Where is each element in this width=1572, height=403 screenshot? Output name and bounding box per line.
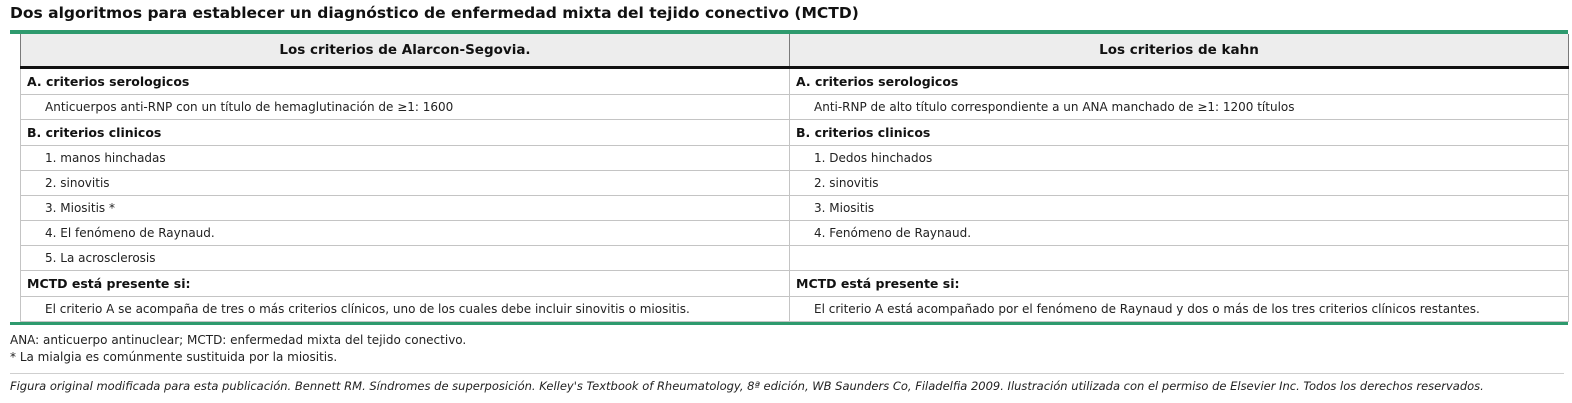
footnote-myalgia: * La mialgia es comúnmente sustituida por la miositis. [10, 350, 338, 364]
table-row [21, 271, 1569, 297]
source-citation: Figura original modificada para esta publicación. Bennett RM. Síndromes de superposición. Kelley's Textbook of Rheumatology, 8ª edición, WB Saunders Co, Filadelfia 2009. Ilustración utilizada con el permiso de Elsevier Inc. Todos los derechos reservados. [10, 379, 1484, 393]
footnote-abbreviations: ANA: anticuerpo antinuclear; MCTD: enfermedad mixta del tejido conectivo. [10, 333, 467, 347]
table-cell [790, 246, 1569, 271]
header-kahn: Los criterios de kahn [790, 34, 1569, 68]
table-cell: 2. sinovitis [21, 171, 790, 196]
table-row [21, 196, 1569, 221]
header-alarcon-segovia: Los criterios de Alarcon-Segovia. [21, 34, 790, 68]
page-title: Dos algoritmos para establecer un diagnóstico de enfermedad mixta del tejido conectivo (MCTD) [10, 4, 859, 22]
table-row [21, 68, 1569, 95]
table-row [21, 171, 1569, 196]
table-cell: 4. El fenómeno de Raynaud. [21, 221, 790, 246]
table-cell: El criterio A está acompañado por el fenómeno de Raynaud y dos o más de los tres criterios clínicos restantes. [790, 297, 1569, 322]
divider [10, 373, 1564, 374]
table-cell: MCTD está presente si: [790, 271, 1569, 297]
table-header-row [21, 34, 1569, 68]
table-row [21, 120, 1569, 146]
table-cell: 3. Miositis [790, 196, 1569, 221]
table-row [21, 221, 1569, 246]
table-cell: 3. Miositis * [21, 196, 790, 221]
table-row [21, 95, 1569, 120]
table-cell: 5. La acrosclerosis [21, 246, 790, 271]
table-cell: Anti-RNP de alto título correspondiente a un ANA manchado de ≥1: 1200 títulos [790, 95, 1569, 120]
table-cell: B. criterios clinicos [790, 120, 1569, 146]
table-row [21, 246, 1569, 271]
table-cell: El criterio A se acompaña de tres o más criterios clínicos, uno de los cuales debe incluir sinovitis o miositis. [21, 297, 790, 322]
footnotes [10, 332, 466, 366]
criteria-table-container [10, 30, 1568, 325]
table-cell: A. criterios serologicos [21, 68, 790, 95]
table-cell: B. criterios clinicos [21, 120, 790, 146]
table-cell: 2. sinovitis [790, 171, 1569, 196]
table-cell: 1. Dedos hinchados [790, 146, 1569, 171]
table-cell: MCTD está presente si: [21, 271, 790, 297]
table-cell: A. criterios serologicos [790, 68, 1569, 95]
table-cell: 1. manos hinchadas [21, 146, 790, 171]
criteria-table [20, 34, 1569, 322]
table-cell: Anticuerpos anti-RNP con un título de hemaglutinación de ≥1: 1600 [21, 95, 790, 120]
table-row [21, 297, 1569, 322]
table-row [21, 146, 1569, 171]
table-cell: 4. Fenómeno de Raynaud. [790, 221, 1569, 246]
